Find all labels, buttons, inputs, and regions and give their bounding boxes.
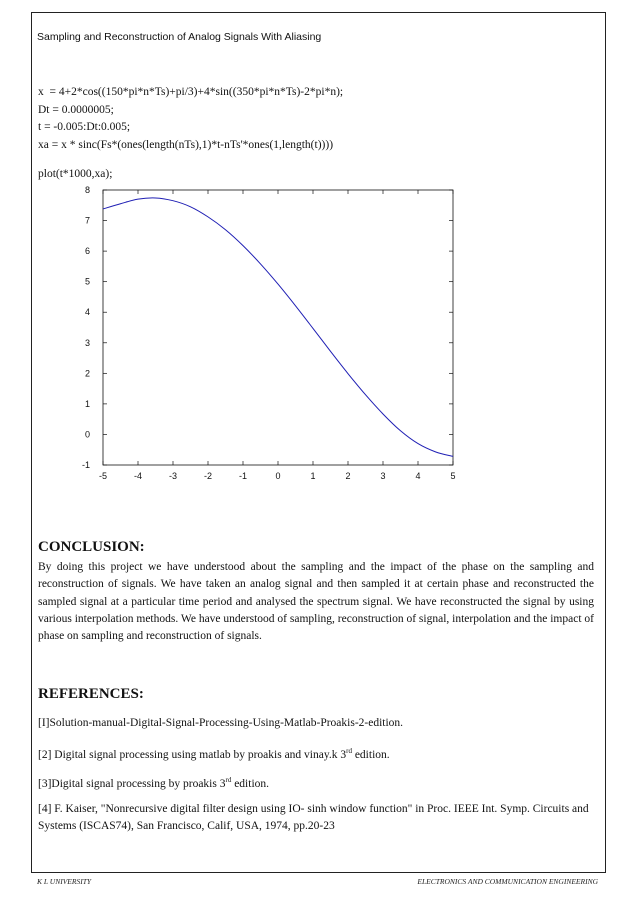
series-line-xa [103, 198, 453, 457]
code-line: Dt = 0.0000005; [38, 103, 114, 116]
reconstruction-chart [60, 180, 480, 490]
footer-right: ELECTRONICS AND COMMUNICATION ENGINEERING [417, 877, 598, 886]
code-line: xa = x * sinc(Fs*(ones(length(nTs),1)*t-nTs'*ones(1,length(t)))) [38, 138, 334, 151]
reference-2-text: [2] Digital signal processing using matlab by proakis and vinay.k 3 [38, 748, 347, 761]
reference-1: [I]Solution-manual-Digital-Signal-Processing-Using-Matlab-Proakis-2-edition. [38, 717, 404, 729]
code-line: x = 4+2*cos((150*pi*n*Ts)+pi/3)+4*sin((350*pi*n*Ts)-2*pi*n); [38, 86, 344, 98]
reference-3-tail: edition. [231, 777, 270, 790]
x-tick-label: -5 [98, 471, 108, 481]
matlab-code-block [38, 84, 343, 154]
x-tick-label: 2 [345, 471, 351, 481]
plot-command: plot(t*1000,xa); [38, 168, 113, 180]
reference-2 [38, 743, 598, 764]
x-tick-label: -3 [168, 471, 178, 481]
x-tick-label: 1 [310, 471, 316, 481]
x-tick-label: 4 [415, 471, 421, 481]
y-tick-label: 5 [84, 276, 90, 287]
y-tick-label: 2 [84, 368, 90, 379]
reference-3 [38, 772, 598, 793]
x-tick-label: -1 [238, 471, 248, 481]
x-tick-label: 3 [380, 471, 386, 481]
y-tick-label: 7 [84, 215, 90, 226]
y-tick-label: 8 [84, 185, 90, 195]
y-tick-label: 4 [84, 307, 90, 318]
footer-left: K L UNIVERSITY [37, 877, 92, 886]
reference-3-text: [3]Digital signal processing by proakis 3 [38, 777, 226, 790]
x-tick-label: 0 [275, 471, 281, 481]
y-tick-label: 6 [84, 246, 90, 257]
x-tick-label: -2 [203, 471, 213, 481]
y-tick-label: 0 [84, 429, 90, 440]
plot-area [103, 190, 453, 465]
code-line: t = -0.005:Dt:0.005; [38, 121, 131, 133]
y-tick-label: 3 [84, 337, 90, 348]
conclusion-text: By doing this project we have understood about the sampling and the impact of the phase on the sampling and reconstruction of signals. We have taken an analog signal and then sampled it at certain phase and reconstructed the sampled signal at a particular time period and analysed the spectrum signal. We have reconstructed the signal by using various interpolation methods. We have understood of sampling, reconstruction of signal, interpolation and the impact of phase on sampling and reconstruction of signals. [38, 561, 594, 643]
references-heading: REFERENCES: [38, 686, 144, 702]
reference-2-sup: rd [346, 747, 352, 755]
reference-3-sup: rd [225, 776, 232, 784]
x-tick-label: 5 [450, 471, 456, 481]
conclusion-heading: CONCLUSION: [38, 539, 145, 555]
x-tick-label: -4 [133, 471, 143, 481]
y-tick-label: 1 [84, 398, 90, 409]
page-header: Sampling and Reconstruction of Analog Signals With Aliasing [37, 31, 322, 43]
y-tick-label: -1 [81, 460, 90, 470]
reference-2-tail: edition. [351, 748, 390, 761]
reference-4: [4] F. Kaiser, "Nonrecursive digital filter design using IO- sinh window function" in Proc. IEEE Int. Symp. Circuits and Systems (ISCAS74), San Francisco, Calif, USA, 1974, pp.20-23 [38, 803, 589, 832]
